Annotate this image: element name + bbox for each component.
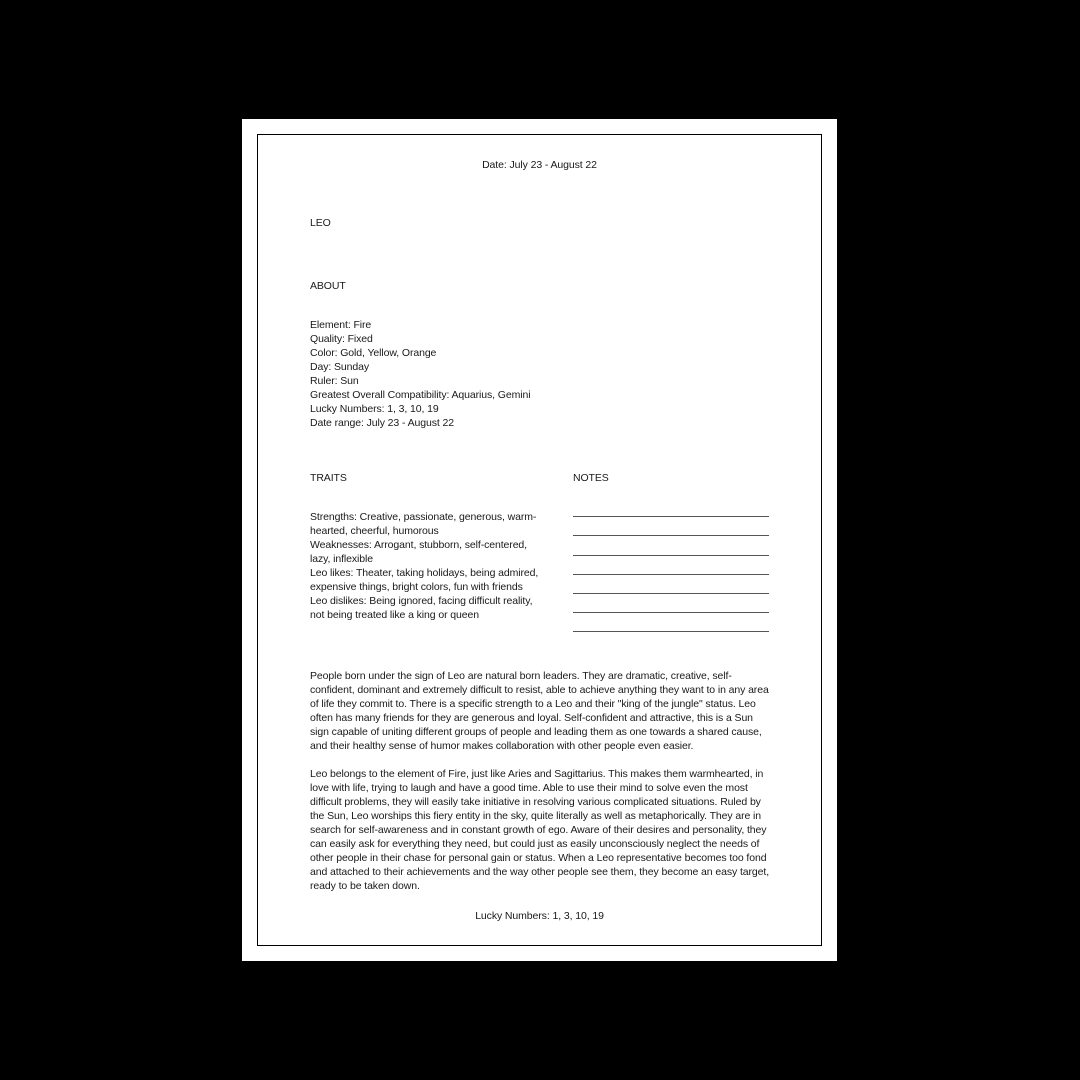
about-item-compatibility: Greatest Overall Compatibility: Aquarius, Gemini: [310, 389, 531, 401]
trait-dislikes: Leo dislikes: Being ignored, facing difficult reality, not being treated like a king or queen: [310, 595, 533, 621]
about-item-element: Element: Fire: [310, 319, 372, 331]
notes-line[interactable]: [573, 631, 769, 632]
about-item-quality: Quality: Fixed: [310, 333, 373, 345]
trait-weaknesses: Weaknesses: Arrogant, stubborn, self-centered, lazy, inflexible: [310, 539, 527, 565]
about-list: [310, 318, 530, 430]
about-item-date-range: Date range: July 23 - August 22: [310, 417, 454, 429]
notes-line[interactable]: [573, 535, 769, 536]
description-paragraph-1: People born under the sign of Leo are natural born leaders. They are dramatic, creative, self-confident, dominant and extremely difficult to resist, able to achieve anything they want to in any area of life they commit to. There is a specific strength to a Leo and their "king of the jungle" status. Leo often has many friends for they are generous and loyal. Self-confident and attractive, this is a Sun sign capable of uniting different groups of people and leading them as one towards a shared cause, and their healthy sense of humor makes collaboration with other people even easier.: [310, 670, 769, 752]
notes-line[interactable]: [573, 612, 769, 613]
sign-name: LEO: [310, 217, 331, 229]
traits-heading: TRAITS: [310, 472, 347, 484]
description-paragraph-2: Leo belongs to the element of Fire, just like Aries and Sagittarius. This makes them warmhearted, in love with life, trying to laugh and have a good time. Able to use their mind to solve even the most difficult problems, they will easily take initiative in resolving various complicated situations. Ruled by the Sun, Leo worships this fiery entity in the sky, quite literally as well as metaphorically. They are in search for self-awareness and in constant growth of ego. Aware of their desires and personality, they can easily ask for everything they need, but could just as easily unconsciously neglect the needs of other people in their chase for personal gain or status. When a Leo representative becomes too fond and attached to their achievements and the way other people see them, they become an easy target, ready to be taken down.: [310, 768, 770, 892]
traits-list: [310, 510, 546, 622]
notes-line[interactable]: [573, 593, 769, 594]
notes-line[interactable]: [573, 574, 769, 575]
notes-heading: NOTES: [573, 472, 609, 484]
notes-line[interactable]: [573, 555, 769, 556]
trait-likes: Leo likes: Theater, taking holidays, being admired, expensive things, bright colors, fun with friends: [310, 567, 539, 593]
document-page: [242, 119, 837, 961]
about-item-lucky-numbers: Lucky Numbers: 1, 3, 10, 19: [310, 403, 439, 415]
about-item-color: Color: Gold, Yellow, Orange: [310, 347, 437, 359]
about-item-ruler: Ruler: Sun: [310, 375, 359, 387]
date-header: Date: July 23 - August 22: [482, 159, 597, 171]
lucky-numbers-footer: Lucky Numbers: 1, 3, 10, 19: [475, 910, 604, 922]
trait-strengths: Strengths: Creative, passionate, generous, warm-hearted, cheerful, humorous: [310, 511, 537, 537]
about-heading: ABOUT: [310, 280, 346, 292]
notes-line[interactable]: [573, 516, 769, 517]
about-item-day: Day: Sunday: [310, 361, 370, 373]
